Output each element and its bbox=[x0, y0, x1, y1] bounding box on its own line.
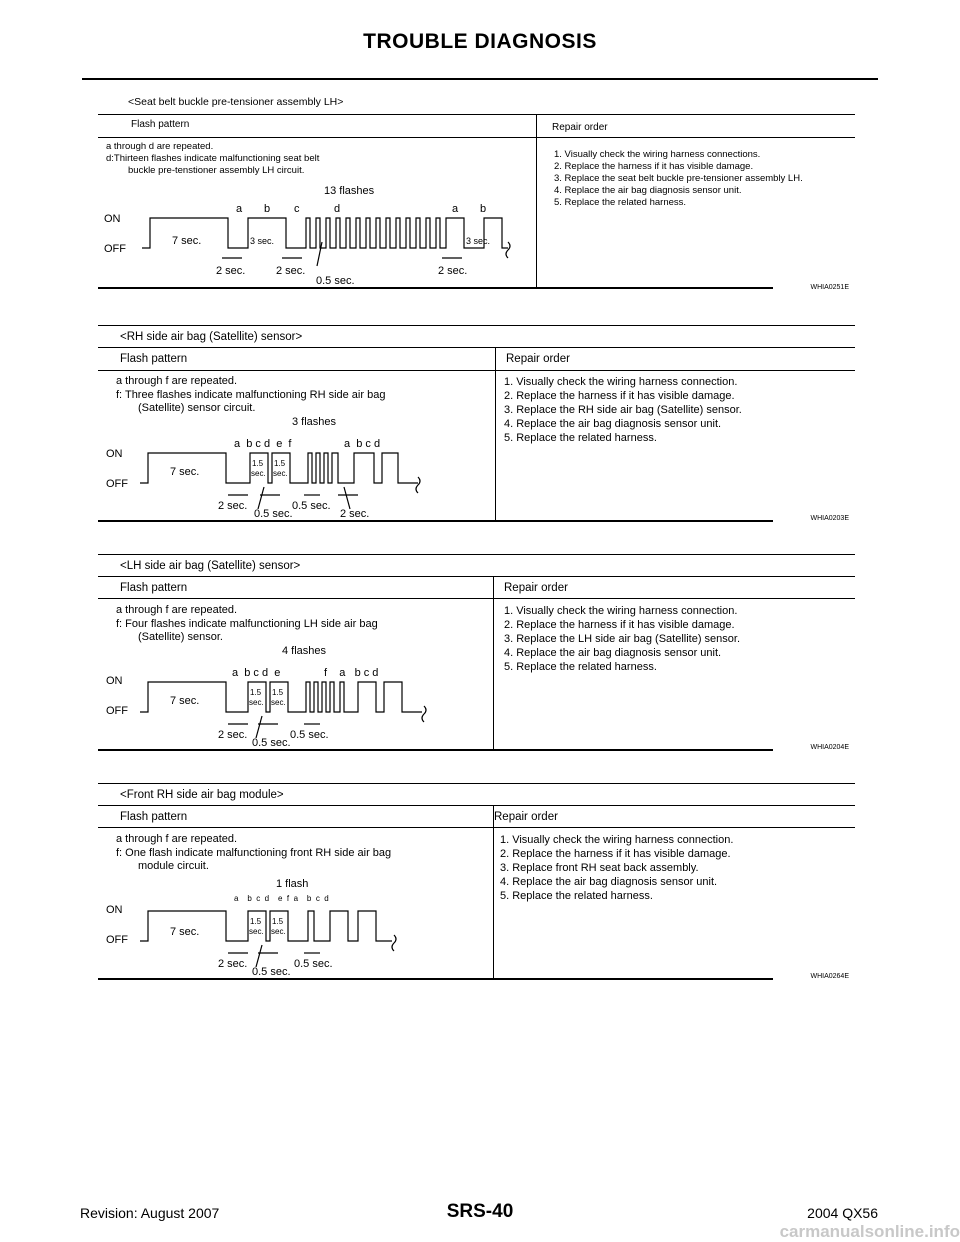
section-bottom-rule bbox=[98, 520, 773, 522]
header-rule bbox=[98, 827, 855, 828]
flash-pattern-header: Flash pattern bbox=[131, 119, 190, 130]
flash-pattern-diagram bbox=[102, 182, 532, 292]
flash-description bbox=[116, 604, 378, 645]
timing-label: 0.5 sec. bbox=[294, 958, 333, 970]
on-label: ON bbox=[104, 213, 121, 225]
repair-step: 4. Replace the air bag diagnosis sensor unit. bbox=[554, 185, 742, 196]
column-divider bbox=[536, 114, 537, 288]
section-title: <Seat belt buckle pre-tensioner assembly LH> bbox=[128, 96, 344, 108]
letter: b bbox=[480, 203, 487, 215]
desc-line: (Satellite) sensor. bbox=[138, 631, 223, 643]
repair-step: 1. Visually check the wiring harness connection. bbox=[504, 376, 738, 388]
letters: a b c d e f a b c d bbox=[234, 894, 329, 903]
timing-label: 0.5 sec. bbox=[290, 729, 329, 741]
box-label: sec. bbox=[249, 698, 264, 707]
timing-label: 0.5 sec. bbox=[252, 966, 291, 978]
box-label: sec. bbox=[251, 469, 266, 478]
repair-steps bbox=[500, 833, 733, 903]
table-top-rule bbox=[98, 576, 855, 577]
box-label: 1.5 bbox=[272, 688, 284, 697]
box-label: 1.5 bbox=[274, 459, 286, 468]
header-rule bbox=[98, 370, 855, 371]
flash-description bbox=[116, 375, 385, 416]
box-label: sec. bbox=[271, 698, 286, 707]
repair-order-header: Repair order bbox=[504, 582, 568, 594]
box-label: sec. bbox=[271, 927, 286, 936]
flashes-label: 1 flash bbox=[276, 878, 309, 890]
section-bottom-rule bbox=[98, 978, 773, 980]
figure-code: WHIA0203E bbox=[810, 515, 849, 522]
repair-step: 5. Replace the related harness. bbox=[504, 661, 657, 673]
repair-step: 4. Replace the air bag diagnosis sensor unit. bbox=[504, 418, 722, 430]
flash-pattern-header: Flash pattern bbox=[120, 353, 188, 365]
flash-description bbox=[116, 833, 391, 874]
column-divider bbox=[495, 347, 496, 521]
section-bottom-rule bbox=[98, 749, 773, 751]
box-label: 1.5 bbox=[250, 688, 262, 697]
footer-revision: Revision: August 2007 bbox=[80, 1205, 220, 1221]
figure-code: WHIA0204E bbox=[810, 744, 849, 751]
letter: c bbox=[294, 203, 300, 215]
repair-steps bbox=[504, 375, 742, 445]
box-label: 1.5 bbox=[252, 459, 264, 468]
section-top-rule bbox=[98, 783, 855, 784]
title-rule bbox=[82, 78, 878, 80]
figure-code: WHIA0251E bbox=[810, 284, 849, 291]
desc-line: a through d are repeated. bbox=[106, 141, 214, 152]
timing-label: 2 sec. bbox=[340, 508, 370, 520]
repair-step: 3. Replace the seat belt buckle pre-tensioner assembly LH. bbox=[554, 173, 803, 184]
repair-order-header: Repair order bbox=[506, 353, 570, 365]
section-top-rule bbox=[98, 554, 855, 555]
mid-label: 3 sec. bbox=[250, 236, 275, 246]
table-top-rule bbox=[98, 347, 855, 348]
on-label: ON bbox=[106, 448, 123, 460]
repair-step: 4. Replace the air bag diagnosis sensor unit. bbox=[504, 647, 722, 659]
repair-step: 2. Replace the harness if it has visible damage. bbox=[504, 390, 735, 402]
off-label: OFF bbox=[106, 934, 128, 946]
section-title: <LH side air bag (Satellite) sensor> bbox=[120, 560, 301, 572]
pulse-label: 7 sec. bbox=[170, 926, 200, 938]
flash-pattern-header: Flash pattern bbox=[120, 811, 188, 823]
desc-line: module circuit. bbox=[138, 860, 209, 872]
letter: a bbox=[452, 203, 459, 215]
section-title: <RH side air bag (Satellite) sensor> bbox=[120, 331, 303, 343]
timing-label: 0.5 sec. bbox=[252, 737, 291, 749]
box-label: sec. bbox=[249, 927, 264, 936]
section-top-rule bbox=[98, 325, 855, 326]
repair-steps bbox=[504, 604, 740, 674]
timing-label: 0.5 sec. bbox=[254, 508, 293, 520]
repair-step: 5. Replace the related harness. bbox=[554, 197, 687, 208]
section-title: <Front RH side air bag module> bbox=[120, 789, 284, 801]
letters: a b c d e bbox=[232, 667, 281, 679]
letter: a bbox=[236, 203, 243, 215]
pulse-label: 7 sec. bbox=[170, 695, 200, 707]
timing-label: 2 sec. bbox=[276, 265, 306, 277]
box-label: sec. bbox=[273, 469, 288, 478]
repair-step: 5. Replace the related harness. bbox=[504, 432, 657, 444]
figure-code: WHIA0264E bbox=[810, 973, 849, 980]
desc-line: a through f are repeated. bbox=[116, 604, 238, 616]
header-rule bbox=[98, 598, 855, 599]
on-label: ON bbox=[106, 675, 123, 687]
box-label: 1.5 bbox=[272, 917, 284, 926]
page-title: TROUBLE DIAGNOSIS bbox=[363, 30, 597, 53]
repair-step: 1. Visually check the wiring harness connection. bbox=[500, 834, 734, 846]
timing-label: 0.5 sec. bbox=[292, 500, 331, 512]
flashes-label: 4 flashes bbox=[282, 646, 327, 657]
watermark: carmanualsonline.info bbox=[779, 1222, 960, 1241]
desc-line: f: One flash indicate malfunctioning front RH side air bag bbox=[116, 846, 392, 859]
repair-step: 3. Replace the RH side air bag (Satellite) sensor. bbox=[504, 404, 742, 416]
box-label: 1.5 bbox=[250, 917, 262, 926]
repair-step: 1. Visually check the wiring harness connection. bbox=[504, 605, 738, 617]
desc-line: d:Thirteen flashes indicate malfunctioning seat belt bbox=[106, 153, 320, 164]
section-seat-belt-pretensioner bbox=[98, 92, 855, 292]
off-label: OFF bbox=[106, 705, 128, 717]
repair-steps bbox=[554, 149, 803, 209]
repair-step: 2. Replace the harness if it has visible damage. bbox=[500, 848, 731, 860]
off-label: OFF bbox=[106, 478, 128, 490]
letter: b bbox=[264, 203, 271, 215]
flash-description bbox=[106, 141, 319, 177]
repair-step: 5. Replace the related harness. bbox=[500, 890, 653, 902]
flash-pattern-diagram bbox=[104, 877, 494, 987]
section-front-rh-module bbox=[98, 783, 855, 983]
repair-order-header: Repair order bbox=[552, 122, 608, 133]
letters: a b c d e f bbox=[234, 438, 292, 450]
section-bottom-rule bbox=[98, 287, 773, 289]
desc-line: a through f are repeated. bbox=[116, 833, 238, 845]
letters: f a b c d bbox=[324, 667, 379, 679]
footer-page-number: SRS-40 bbox=[446, 1201, 514, 1222]
flashes-label: 13 flashes bbox=[324, 185, 375, 197]
table-top-rule bbox=[98, 805, 855, 806]
repair-step: 2. Replace the harness if it has visible damage. bbox=[554, 161, 754, 172]
off-label: OFF bbox=[104, 243, 126, 255]
table-top-rule bbox=[98, 114, 855, 115]
desc-line: a through f are repeated. bbox=[116, 375, 238, 387]
desc-line: (Satellite) sensor circuit. bbox=[138, 402, 256, 414]
repair-step: 3. Replace front RH seat back assembly. bbox=[500, 862, 699, 874]
timing-label: 2 sec. bbox=[218, 729, 248, 741]
footer-model: 2004 QX56 bbox=[807, 1205, 878, 1221]
letter: d bbox=[334, 203, 341, 215]
header-rule bbox=[98, 137, 855, 138]
repair-order-header: Repair order bbox=[494, 811, 558, 823]
repair-step: 1. Visually check the wiring harness connections. bbox=[554, 149, 761, 160]
timing-label: 2 sec. bbox=[218, 958, 248, 970]
desc-line: buckle pre-tenstioner assembly LH circuit. bbox=[128, 165, 305, 176]
timing-label: 2 sec. bbox=[216, 265, 246, 277]
letters: a b c d bbox=[344, 438, 381, 450]
repair-step: 4. Replace the air bag diagnosis sensor unit. bbox=[500, 876, 718, 888]
flash-pattern-diagram bbox=[104, 417, 494, 527]
desc-line: f: Three flashes indicate malfunctioning RH side air bag bbox=[116, 388, 386, 401]
desc-line: f: Four flashes indicate malfunctioning LH side air bag bbox=[116, 617, 378, 630]
timing-label: 0.5 sec. bbox=[316, 275, 355, 287]
pulse-label: 7 sec. bbox=[170, 466, 200, 478]
timing-label: 2 sec. bbox=[218, 500, 248, 512]
mid-label: 3 sec. bbox=[466, 236, 491, 246]
pulse-label: 7 sec. bbox=[172, 235, 202, 247]
repair-step: 2. Replace the harness if it has visible damage. bbox=[504, 619, 735, 631]
timing-label: 2 sec. bbox=[438, 265, 468, 277]
section-rh-side-satellite bbox=[98, 325, 855, 525]
repair-step: 3. Replace the LH side air bag (Satellite) sensor. bbox=[504, 633, 741, 645]
flash-pattern-diagram bbox=[104, 646, 494, 756]
section-lh-side-satellite bbox=[98, 554, 855, 754]
flash-pattern-header: Flash pattern bbox=[120, 582, 188, 594]
flashes-label: 3 flashes bbox=[292, 417, 337, 428]
on-label: ON bbox=[106, 904, 123, 916]
